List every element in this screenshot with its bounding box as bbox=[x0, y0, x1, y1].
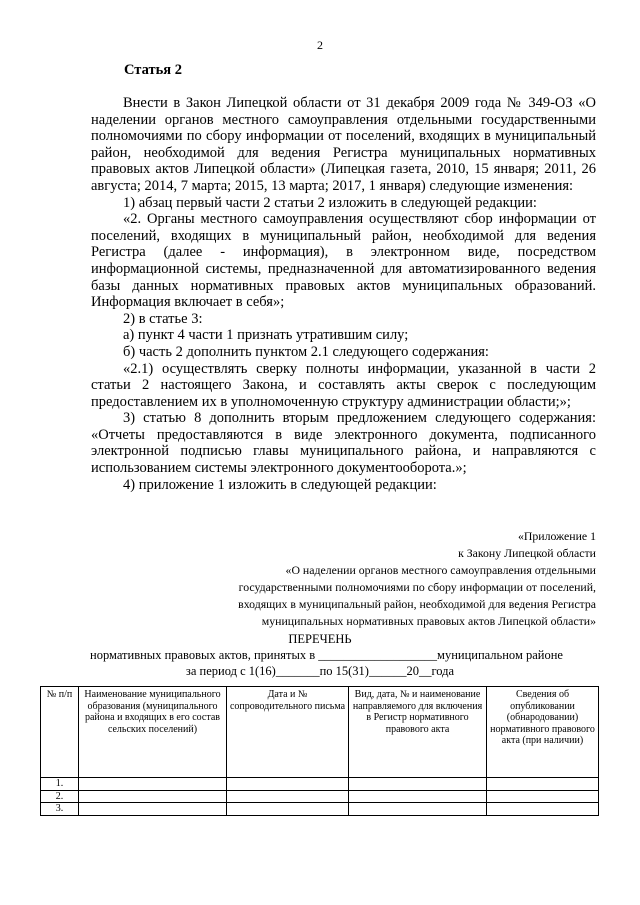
appendix-line: «О наделении органов местного самоуправления отдельными bbox=[285, 563, 596, 577]
table-row bbox=[41, 778, 599, 791]
table-cell: 3. bbox=[41, 803, 79, 816]
appendix-line: государственными полномочиями по сбору информации от поселений, bbox=[238, 580, 596, 594]
table-cell bbox=[487, 803, 599, 816]
header-cell-letter: Дата и № сопроводительного письма bbox=[227, 687, 349, 778]
table-cell bbox=[227, 778, 349, 791]
table-cell: 1. bbox=[41, 778, 79, 791]
table-cell bbox=[79, 778, 227, 791]
appendix-header bbox=[150, 528, 596, 630]
article-body bbox=[91, 95, 596, 493]
paragraph-quote-2: «2. Органы местного самоуправления осуществляют сбор информации от поселений, входящих в муниципальный район, необходимой для ведения Регистра (далее - информация), в электронном виде, посредством информационной системы, предназначенной для автоматизированного ведения базы данных нормативных правовых актов муниципальных образований. Информация включает в себя»; bbox=[91, 211, 596, 311]
appendix-line: входящих в муниципальный район, необходимой для ведения Регистра bbox=[238, 597, 596, 611]
table-cell bbox=[227, 790, 349, 803]
table-cell bbox=[349, 778, 487, 791]
paragraph-item-2b: б) часть 2 дополнить пунктом 2.1 следующего содержания: bbox=[123, 343, 489, 360]
article-title: Статья 2 bbox=[124, 62, 182, 78]
paragraph-quote-2-1: «2.1) осуществлять сверку полноты информации, указанной в части 2 статьи 2 настоящего Закона, и составлять акты сверок с последующим предоставлением их в уполномоченную структуру администрации области;»; bbox=[91, 360, 596, 410]
table-header-row bbox=[41, 687, 599, 778]
appendix-line: к Закону Липецкой области bbox=[458, 546, 596, 560]
table-cell bbox=[349, 790, 487, 803]
paragraph-item-4: 4) приложение 1 изложить в следующей редакции: bbox=[123, 476, 437, 493]
list-title: ПЕРЕЧЕНЬ bbox=[288, 632, 352, 646]
paragraph-item-3: 3) статью 8 дополнить вторым предложением следующего содержания: «Отчеты предоставляются в виде электронного документа, подписанного электронной подписью главы муниципального района, и направляются с использованием системы электронного документооборота.»; bbox=[91, 410, 596, 477]
list-subtitle-line-1: нормативных правовых актов, принятых в ___________________муниципальном районе bbox=[90, 648, 563, 662]
table-cell bbox=[487, 778, 599, 791]
paragraph-intro: Внести в Закон Липецкой области от 31 декабря 2009 года № 349-ОЗ «О наделении органов местного самоуправления отдельными государственными полномочиями по сбору информации от поселений, входящих в муниципальный район, необходимой для ведения Регистра муниципальных нормативных правовых актов Липецкой области» (Липецкая газета, 2010, 15 января; 2011, 26 августа; 2014, 7 марта; 2015, 13 марта; 2017, 1 января) следующие изменения: bbox=[91, 95, 596, 194]
list-subtitle-line-2: за период с 1(16)_______по 15(31)______20__года bbox=[185, 664, 455, 678]
table-cell bbox=[79, 790, 227, 803]
paragraph-item-2: 2) в статье 3: bbox=[123, 310, 203, 327]
appendix-line: муниципальных нормативных правовых актов Липецкой области» bbox=[261, 614, 596, 628]
header-cell-act: Вид, дата, № и наименование направляемого для включения в Регистр нормативного правового акта bbox=[349, 687, 487, 778]
header-cell-number: № п/п bbox=[41, 687, 79, 778]
table-cell bbox=[349, 803, 487, 816]
table-cell bbox=[79, 803, 227, 816]
register-table bbox=[40, 686, 599, 816]
header-cell-publication: Сведения об опубликовании (обнародовании) нормативного правового акта (при наличии) bbox=[487, 687, 599, 778]
table-cell: 2. bbox=[41, 790, 79, 803]
header-cell-municipality: Наименование муниципального образования (муниципального района и входящих в его состав сельских поселений) bbox=[79, 687, 227, 778]
table-cell bbox=[487, 790, 599, 803]
paragraph-item-2a: а) пункт 4 части 1 признать утратившим силу; bbox=[123, 327, 409, 344]
table-row bbox=[41, 803, 599, 816]
paragraph-item-1: 1) абзац первый части 2 статьи 2 изложить в следующей редакции: bbox=[123, 194, 537, 211]
table-cell bbox=[227, 803, 349, 816]
table-row bbox=[41, 790, 599, 803]
page-number: 2 bbox=[317, 38, 323, 52]
appendix-line: «Приложение 1 bbox=[517, 529, 596, 543]
